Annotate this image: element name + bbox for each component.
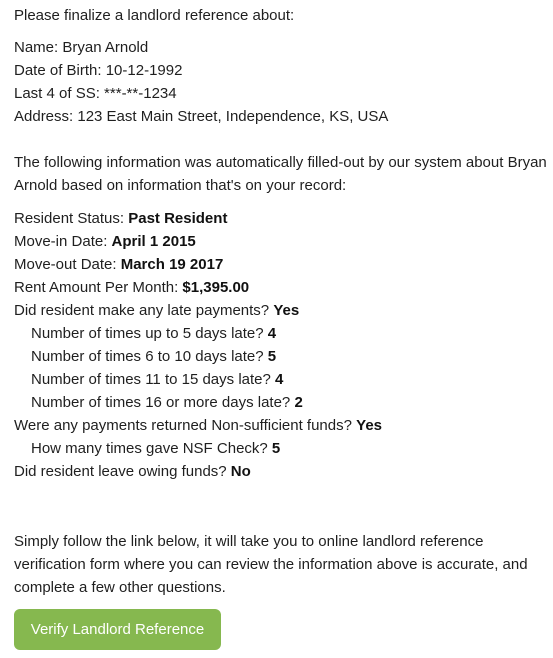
move-out-value: March 19 2017 [120, 256, 224, 273]
late-up-to-5-value: 4 [267, 325, 277, 342]
nsf-returned-line [14, 414, 382, 437]
resident-status-value: Past Resident [128, 210, 228, 227]
move-out-line [14, 253, 382, 276]
late-payments-value: Yes [273, 302, 300, 319]
late-16-plus-line [14, 391, 382, 414]
owing-funds-label: Did resident leave owing funds? [14, 463, 231, 480]
ssn-line: Last 4 of SS: ***-**-1234 [14, 85, 177, 102]
move-in-value: April 1 2015 [111, 233, 196, 250]
rent-label: Rent Amount Per Month: [14, 279, 183, 296]
late-up-to-5-label: Number of times up to 5 days late? [31, 325, 268, 342]
late-16-plus-label: Number of times 16 or more days late? [31, 394, 295, 411]
verify-landlord-reference-button[interactable]: Verify Landlord Reference [14, 609, 221, 650]
late-11-to-15-label: Number of times 11 to 15 days late? [31, 371, 276, 388]
facts-block [14, 207, 382, 483]
late-6-to-10-label: Number of times 6 to 10 days late? [31, 348, 268, 365]
rent-line [14, 276, 382, 299]
nsf-count-line [14, 437, 382, 460]
nsf-returned-value: Yes [356, 417, 383, 434]
late-11-to-15-line [14, 368, 382, 391]
late-11-to-15-value: 4 [275, 371, 284, 388]
move-in-label: Move-in Date: [14, 233, 112, 250]
late-6-to-10-value: 5 [267, 348, 277, 365]
nsf-returned-label: Were any payments returned Non-sufficient funds? [14, 417, 357, 434]
autofill-note: The following information was automatically filled-out by our system about Bryan Arnold based on information that's on your record: [14, 154, 547, 194]
dob-line: Date of Birth: 10-12-1992 [14, 62, 183, 79]
late-payments-line [14, 299, 382, 322]
name-line: Name: Bryan Arnold [14, 39, 149, 56]
followup-text: Simply follow the link below, it will take you to online landlord reference verification form where you can review the information above is accurate, and complete a few other questions. [14, 533, 528, 596]
late-16-plus-value: 2 [294, 394, 303, 411]
move-out-label: Move-out Date: [14, 256, 121, 273]
address-line: Address: 123 East Main Street, Independence, KS, USA [14, 108, 389, 125]
resident-status-label: Resident Status: [14, 210, 129, 227]
intro-text: Please finalize a landlord reference about: [14, 7, 295, 24]
owing-funds-value: No [230, 463, 251, 480]
nsf-count-label: How many times gave NSF Check? [31, 440, 272, 457]
move-in-line [14, 230, 382, 253]
resident-status-line [14, 207, 382, 230]
late-up-to-5-line [14, 322, 382, 345]
late-6-to-10-line [14, 345, 382, 368]
rent-value: $1,395.00 [182, 279, 250, 296]
owing-funds-line [14, 460, 382, 483]
identity-block [14, 36, 388, 128]
nsf-count-value: 5 [271, 440, 281, 457]
late-payments-label: Did resident make any late payments? [14, 302, 274, 319]
